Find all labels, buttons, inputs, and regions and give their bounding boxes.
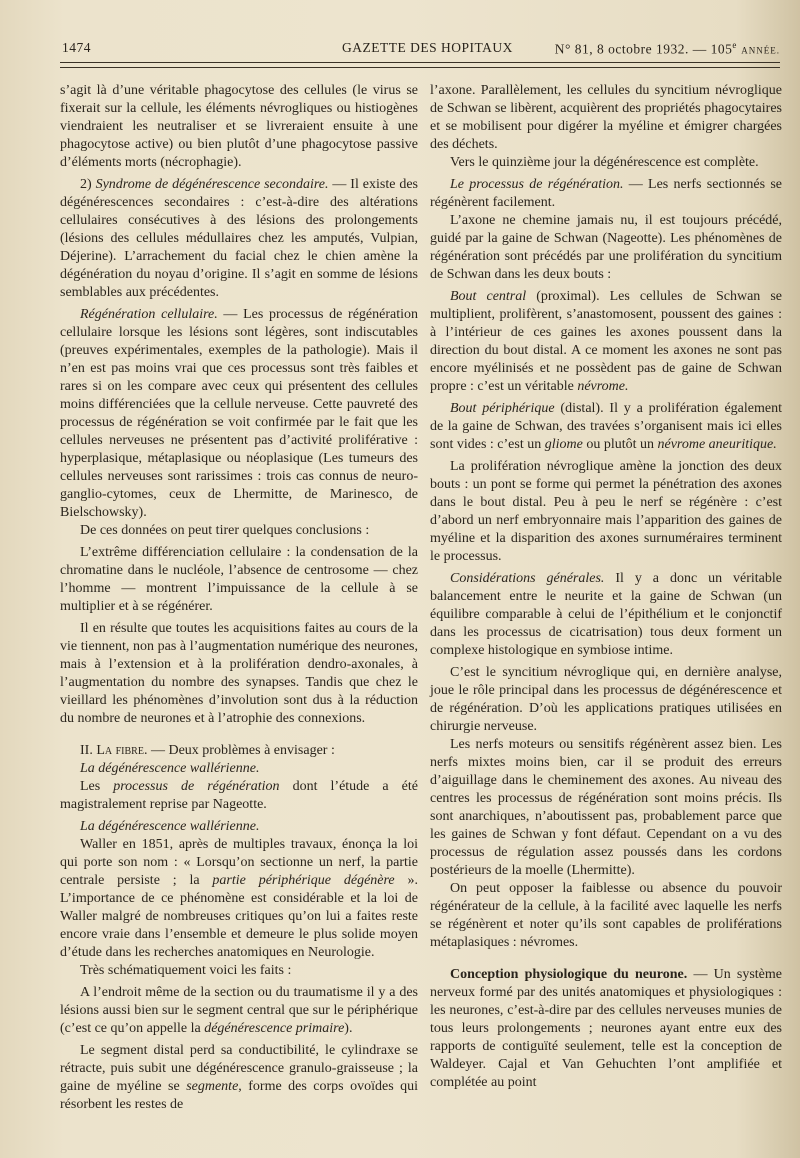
paragraph — [430, 288, 782, 396]
paragraph-text: dont l’étude a été magistralement reprise par Nageotte. — [60, 779, 418, 812]
paragraph — [60, 778, 418, 814]
italic-line: La dégénérescence wallérienne. — [80, 761, 260, 776]
paragraph: On peut opposer la faiblesse ou absence du pouvoir régénérateur de la cellule, à la facilité avec laquelle les nerfs se régénèrent et noter qu’ils sont capables de proliférations métaplasiques : névromes. — [430, 881, 782, 950]
section-heading: Conception physiologique du neurone. — [450, 967, 688, 982]
paragraph-text: Waller en 1851, après de multiples travaux, énonça la loi qui porte son nom : « Lorsqu’on sectionne un nerf, la partie centrale persiste ; la — [60, 837, 418, 888]
year-number: 105 — [710, 41, 733, 57]
paragraph — [60, 176, 418, 302]
paragraph: Très schématiquement voici les faits : — [80, 963, 292, 978]
paragraph-text: (proximal). Les cellules de Schwan se multiplient, prolifèrent, s’anastomosent, poussent des gaines : à l’intérieur de ces gaines les axones poussent dans la direction du bout distal. A ce moment les axones ne sont pas encore myélinisés et ne possèdent pas de gaine de Schwan propre : c’est un véritable — [430, 289, 782, 394]
paragraph: Il en résulte que toutes les acquisitions faites au cours de la vie tiennent, non pas à l’augmentation numérique des neurones, mais à l’extension et à la prolifération dendro-axonales, à l’augmentation du nombre des synapses. Tandis que chez le vieillard les phénomènes d’involution sont dus à la réduction du nombre de neurones et à l’atrophie des connexions. — [60, 621, 418, 726]
header-double-rule — [60, 62, 780, 68]
paragraph-text: — Un système nerveux formé par des unités anatomiques et physiologiques : les neurones, c’est-à-dire par des cellules nerveuses munies de tous leurs prolongements ; neurones ayant entre eux des rapports de contiguïté seulement, telle est la conception de Waldeyer. Cajal et Van Gehuchten l’ont amplifiée et complétée au point — [430, 967, 782, 1090]
paragraph-text: ). — [344, 1021, 353, 1036]
year-superscript: e — [732, 40, 738, 50]
italic-term: névrome. — [577, 379, 629, 394]
paragraph-text: ». L’importance de ce phénomène est considérable et la loi de Waller malgré de nombreuses critiques qu’on lui a faites reste encore vraie dans l’ensemble et demeure le plus solide moyen d’étude dans les recherches anatomiques en Neurologie. — [60, 873, 418, 960]
paragraph-text: — Les nerfs sectionnés se régénèrent facilement. — [430, 177, 782, 210]
section-heading: La dégénérescence wallérienne. — [80, 819, 260, 834]
section-heading: Le processus de régénération. — [450, 177, 624, 192]
paragraph-text: — Deux problèmes à envisager : — [147, 743, 335, 758]
paragraph-text: A l’endroit même de la section ou du traumatisme il y a des lésions aussi bien sur le segment central que sur le périphérique (c’est ce qu’on appelle la — [60, 985, 418, 1036]
journal-title: GAZETTE DES HOPITAUX — [342, 40, 513, 55]
paragraph-text: Les — [80, 779, 114, 794]
issue-date: N° 81, 8 octobre 1932. — — [554, 41, 707, 57]
italic-term: gliome — [544, 437, 583, 452]
paragraph: Vers le quinzième jour la dégénérescence est complète. — [450, 155, 759, 170]
paragraph — [60, 818, 418, 836]
section-heading: Bout central — [450, 289, 527, 304]
paragraph-text: (distal). Il y a prolifération également de la gaine de Schwan, des travées s’organisent mais ici elles sont vides : c’est un — [430, 401, 782, 452]
paragraph-text: Il y a donc un véritable balancement entre le neurite et la gaine de Schwan (un équilibre comparable à celui de l’épithélium et le conjonctif dans les processus de cicatrisation) tous deux forment un complexe histologique en symbiose intime. — [430, 571, 783, 658]
paragraph-text: Le segment distal perd sa conductibilité, le cylindraxe se rétracte, puis subit une dégénérescence granulo-graisseuse ; la gaine de myéline se — [60, 1043, 418, 1094]
italic-term: névrome aneuritique. — [657, 437, 777, 452]
paragraph: Les nerfs moteurs ou sensitifs régénèrent assez bien. Les nerfs mixtes moins bien, car il se produit des erreurs d’aiguillage dans le cheminement des axones. Au niveau des centres les processus de régénération sont moins précis. Ils sont anarchiques, n’aboutissent pas, probablement parce que les gaines de Schwan y font défaut. Cependant on a vu des processus de régulation assez poussés dans les cordons postérieurs de la moelle (Lhermitte). — [430, 737, 782, 878]
paragraph — [430, 176, 782, 212]
page-header — [62, 40, 780, 60]
paragraph: L’extrême différenciation cellulaire : la condensation de la chromatine dans le nucléole, l’absence de centrosome — chez l’homme — montrent l’impuissance de la cellule à se multiplier et à se régénérer. — [60, 545, 418, 614]
section-heading: Considérations générales. — [450, 571, 605, 586]
paragraph: L’axone ne chemine jamais nu, il est toujours précédé, guidé par la gaine de Schwan (Nageotte). Les phénomènes de régénération sont précédés par une prolifération du syncitium de Schwan dans les deux bouts : — [430, 213, 782, 282]
right-column — [430, 82, 782, 1092]
section-number: II. — [80, 743, 97, 758]
paragraph-text: — Il existe des dégénérescences secondaires : c’est-à-dire des altérations cellulaires consécutives à des lésions des prolongements (lésions des cellules médullaires chez les amputés, Vulpian, Déjerine). L’arrachement du facial chez le chien amène la dégénération du noyau d’origine. Il s’agit en somme de lésions semblables aux précédentes. — [60, 177, 418, 300]
section-heading: Syndrome de dégénérescence secondaire. — [95, 177, 329, 192]
paragraph: s’agit là d’une véritable phagocytose des cellules (le virus se fixerait sur la cellule, les éléments névrogliques ou histiogènes viendraient les neutraliser et se livreraient ensuite à une phagocytose active) ou bien plutôt d’une phagocytose passive d’éléments morts (nécrophagie). — [60, 83, 418, 170]
paragraph — [430, 966, 782, 1092]
paragraph — [60, 1042, 418, 1114]
page-number: 1474 — [62, 40, 91, 55]
paragraph: La prolifération névroglique amène la jonction des deux bouts : un pont se forme qui permet la pénétration des axones dans le bout distal. Peu à peu le nerf se régénère : c’est d’abord un nerf embryonnaire mais l’apparition des gaines de myéline et la disparition des axones surnuméraires terminent le processus. — [430, 459, 782, 564]
section-heading: Bout périphérique — [450, 401, 555, 416]
paragraph — [430, 400, 782, 454]
paragraph-text: — Les processus de régénération cellulaire lorsque les lésions sont légères, sont indiscutables (preuves expérimentales, exemples de la pathologie). Mais il n’en est pas moins vrai que ces processus sont très faibles et rares si on les compare avec ceux qui présentent des cellules moins différenciées que la cellule nerveuse. Cette pauvreté des processus de régénération se voit confirmée par le fait que les cellules nerveuses ne présentent pas d’activité proliférative : hyperplasique, métaplasique ou néoplasique (Les tumeurs des cellules nerveuses sont rarissimes : trois cas connus de neuro-ganglio-cytomes, ceux de Lhermitte, de Marinesco, de Bielschowsky). — [60, 307, 418, 520]
italic-term: partie périphérique dégénère — [212, 873, 395, 888]
paragraph — [60, 306, 418, 522]
paragraph — [60, 760, 418, 778]
paragraph — [60, 742, 418, 760]
paragraph — [60, 836, 418, 962]
paragraph-text: , forme des corps ovoïdes qui résorbent les restes de — [60, 1079, 418, 1112]
section-number: 2) — [80, 177, 96, 192]
paragraph — [60, 984, 418, 1038]
paragraph: De ces données on peut tirer quelques conclusions : — [80, 523, 370, 538]
section-heading: Régénération cellulaire. — [80, 307, 218, 322]
left-column — [60, 82, 418, 1114]
year-label: ANNÉE. — [741, 45, 780, 56]
paragraph: C’est le syncitium névroglique qui, en dernière analyse, joue le rôle principal dans les processus de dégénérescence et de régénération. D’où les applications pratiques utilisées en chirurgie nerveuse. — [430, 665, 782, 734]
italic-term: processus de régénération — [113, 779, 280, 794]
italic-term: segmente — [186, 1079, 239, 1094]
paragraph: l’axone. Parallèlement, les cellules du syncitium névroglique de Schwan se libèrent, acquièrent des propriétés phagocytaires et se mobilisent pour digérer la myéline et émigrer chargées des déchets. — [430, 83, 782, 152]
italic-term: dégénérescence primaire — [204, 1021, 345, 1036]
section-heading: La fibre. — [96, 743, 148, 758]
paragraph-text: ou plutôt un — [582, 437, 658, 452]
issue-info — [555, 40, 780, 58]
paragraph — [430, 570, 782, 660]
